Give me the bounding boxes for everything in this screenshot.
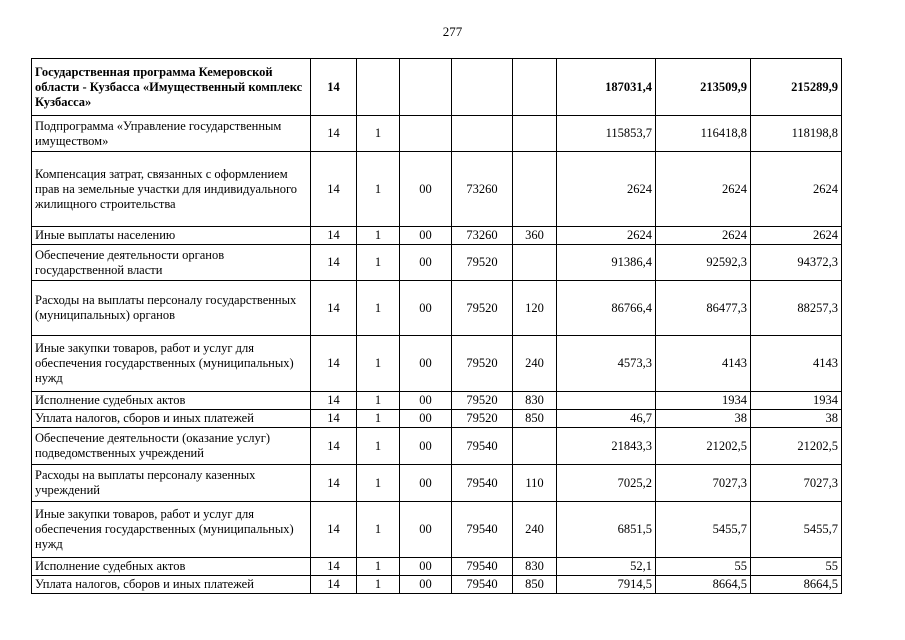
section-code: 14 xyxy=(311,59,357,116)
row-name: Иные закупки товаров, работ и услуг для обеспечения государственных (муниципальных) нужд xyxy=(32,336,311,392)
target-code-b: 79520 xyxy=(452,410,513,428)
expense-type-code xyxy=(513,152,557,227)
amount-year-2: 213509,9 xyxy=(656,59,751,116)
section-code: 14 xyxy=(311,245,357,281)
amount-year-2: 5455,7 xyxy=(656,502,751,558)
amount-year-3: 94372,3 xyxy=(751,245,842,281)
row-name: Исполнение судебных актов xyxy=(32,392,311,410)
subsection-code: 1 xyxy=(357,392,400,410)
subsection-code: 1 xyxy=(357,465,400,502)
target-code-b: 79520 xyxy=(452,281,513,336)
amount-year-1: 7025,2 xyxy=(557,465,656,502)
subsection-code: 1 xyxy=(357,502,400,558)
budget-table xyxy=(31,58,842,594)
amount-year-3: 118198,8 xyxy=(751,116,842,152)
target-code-a: 00 xyxy=(400,281,452,336)
amount-year-2: 86477,3 xyxy=(656,281,751,336)
amount-year-3: 88257,3 xyxy=(751,281,842,336)
amount-year-2: 2624 xyxy=(656,152,751,227)
target-code-a xyxy=(400,116,452,152)
amount-year-2: 2624 xyxy=(656,227,751,245)
target-code-a: 00 xyxy=(400,410,452,428)
row-name: Расходы на выплаты персоналу казенных учреждений xyxy=(32,465,311,502)
row-name: Иные выплаты населению xyxy=(32,227,311,245)
row-name: Государственная программа Кемеровской области - Кузбасса «Имущественный комплекс Кузбасса» xyxy=(32,59,311,116)
budget-table-body xyxy=(32,59,842,594)
subsection-code: 1 xyxy=(357,227,400,245)
subsection-code: 1 xyxy=(357,336,400,392)
amount-year-2: 92592,3 xyxy=(656,245,751,281)
section-code: 14 xyxy=(311,502,357,558)
table-row xyxy=(32,152,842,227)
target-code-a: 00 xyxy=(400,152,452,227)
page-number: 277 xyxy=(442,24,463,39)
amount-year-3: 215289,9 xyxy=(751,59,842,116)
row-name: Обеспечение деятельности (оказание услуг) подведомственных учреждений xyxy=(32,428,311,465)
amount-year-3: 2624 xyxy=(751,227,842,245)
target-code-b: 79540 xyxy=(452,465,513,502)
expense-type-code xyxy=(513,428,557,465)
subsection-code xyxy=(357,59,400,116)
table-row xyxy=(32,116,842,152)
amount-year-3: 2624 xyxy=(751,152,842,227)
amount-year-1: 4573,3 xyxy=(557,336,656,392)
expense-type-code: 120 xyxy=(513,281,557,336)
target-code-b: 79540 xyxy=(452,502,513,558)
amount-year-1: 115853,7 xyxy=(557,116,656,152)
table-row xyxy=(32,336,842,392)
amount-year-1: 2624 xyxy=(557,227,656,245)
target-code-b: 73260 xyxy=(452,152,513,227)
table-row xyxy=(32,558,842,576)
amount-year-2: 21202,5 xyxy=(656,428,751,465)
expense-type-code: 850 xyxy=(513,576,557,594)
amount-year-1: 52,1 xyxy=(557,558,656,576)
section-code: 14 xyxy=(311,281,357,336)
subsection-code: 1 xyxy=(357,152,400,227)
amount-year-1: 46,7 xyxy=(557,410,656,428)
subsection-code: 1 xyxy=(357,410,400,428)
table-row xyxy=(32,428,842,465)
row-name: Уплата налогов, сборов и иных платежей xyxy=(32,410,311,428)
target-code-a xyxy=(400,59,452,116)
amount-year-3: 4143 xyxy=(751,336,842,392)
target-code-a: 00 xyxy=(400,558,452,576)
amount-year-3: 21202,5 xyxy=(751,428,842,465)
table-row xyxy=(32,410,842,428)
expense-type-code xyxy=(513,116,557,152)
amount-year-1: 86766,4 xyxy=(557,281,656,336)
section-code: 14 xyxy=(311,152,357,227)
table-row xyxy=(32,465,842,502)
subsection-code: 1 xyxy=(357,558,400,576)
table-row xyxy=(32,59,842,116)
table-row xyxy=(32,502,842,558)
target-code-a: 00 xyxy=(400,428,452,465)
expense-type-code: 240 xyxy=(513,336,557,392)
row-name: Исполнение судебных актов xyxy=(32,558,311,576)
row-name: Уплата налогов, сборов и иных платежей xyxy=(32,576,311,594)
expense-type-code: 110 xyxy=(513,465,557,502)
target-code-b: 79540 xyxy=(452,576,513,594)
amount-year-1: 187031,4 xyxy=(557,59,656,116)
row-name: Иные закупки товаров, работ и услуг для обеспечения государственных (муниципальных) нужд xyxy=(32,502,311,558)
table-row xyxy=(32,245,842,281)
subsection-code: 1 xyxy=(357,428,400,465)
table-row xyxy=(32,227,842,245)
amount-year-2: 7027,3 xyxy=(656,465,751,502)
amount-year-2: 1934 xyxy=(656,392,751,410)
subsection-code: 1 xyxy=(357,281,400,336)
expense-type-code xyxy=(513,59,557,116)
section-code: 14 xyxy=(311,336,357,392)
target-code-a: 00 xyxy=(400,465,452,502)
section-code: 14 xyxy=(311,428,357,465)
target-code-b xyxy=(452,59,513,116)
table-row xyxy=(32,576,842,594)
amount-year-3: 8664,5 xyxy=(751,576,842,594)
table-row xyxy=(32,281,842,336)
target-code-b: 79520 xyxy=(452,336,513,392)
amount-year-1: 2624 xyxy=(557,152,656,227)
section-code: 14 xyxy=(311,558,357,576)
amount-year-2: 55 xyxy=(656,558,751,576)
section-code: 14 xyxy=(311,116,357,152)
amount-year-3: 38 xyxy=(751,410,842,428)
row-name: Расходы на выплаты персоналу государственных (муниципальных) органов xyxy=(32,281,311,336)
target-code-b: 73260 xyxy=(452,227,513,245)
section-code: 14 xyxy=(311,465,357,502)
target-code-a: 00 xyxy=(400,227,452,245)
amount-year-3: 55 xyxy=(751,558,842,576)
target-code-a: 00 xyxy=(400,576,452,594)
amount-year-3: 7027,3 xyxy=(751,465,842,502)
subsection-code: 1 xyxy=(357,116,400,152)
amount-year-2: 8664,5 xyxy=(656,576,751,594)
amount-year-2: 116418,8 xyxy=(656,116,751,152)
row-name: Подпрограмма «Управление государственным имуществом» xyxy=(32,116,311,152)
target-code-b xyxy=(452,116,513,152)
amount-year-1: 21843,3 xyxy=(557,428,656,465)
subsection-code: 1 xyxy=(357,576,400,594)
expense-type-code: 850 xyxy=(513,410,557,428)
amount-year-2: 38 xyxy=(656,410,751,428)
row-name: Обеспечение деятельности органов государственной власти xyxy=(32,245,311,281)
section-code: 14 xyxy=(311,392,357,410)
table-row xyxy=(32,392,842,410)
subsection-code: 1 xyxy=(357,245,400,281)
section-code: 14 xyxy=(311,576,357,594)
target-code-b: 79520 xyxy=(452,245,513,281)
section-code: 14 xyxy=(311,227,357,245)
target-code-a: 00 xyxy=(400,336,452,392)
target-code-a: 00 xyxy=(400,245,452,281)
target-code-a: 00 xyxy=(400,502,452,558)
amount-year-1: 91386,4 xyxy=(557,245,656,281)
target-code-b: 79540 xyxy=(452,558,513,576)
target-code-b: 79520 xyxy=(452,392,513,410)
expense-type-code xyxy=(513,245,557,281)
amount-year-1 xyxy=(557,392,656,410)
expense-type-code: 360 xyxy=(513,227,557,245)
target-code-b: 79540 xyxy=(452,428,513,465)
expense-type-code: 240 xyxy=(513,502,557,558)
amount-year-3: 5455,7 xyxy=(751,502,842,558)
expense-type-code: 830 xyxy=(513,558,557,576)
amount-year-2: 4143 xyxy=(656,336,751,392)
amount-year-3: 1934 xyxy=(751,392,842,410)
row-name: Компенсация затрат, связанных с оформлением прав на земельные участки для индивидуального жилищного строительства xyxy=(32,152,311,227)
target-code-a: 00 xyxy=(400,392,452,410)
expense-type-code: 830 xyxy=(513,392,557,410)
amount-year-1: 6851,5 xyxy=(557,502,656,558)
section-code: 14 xyxy=(311,410,357,428)
amount-year-1: 7914,5 xyxy=(557,576,656,594)
